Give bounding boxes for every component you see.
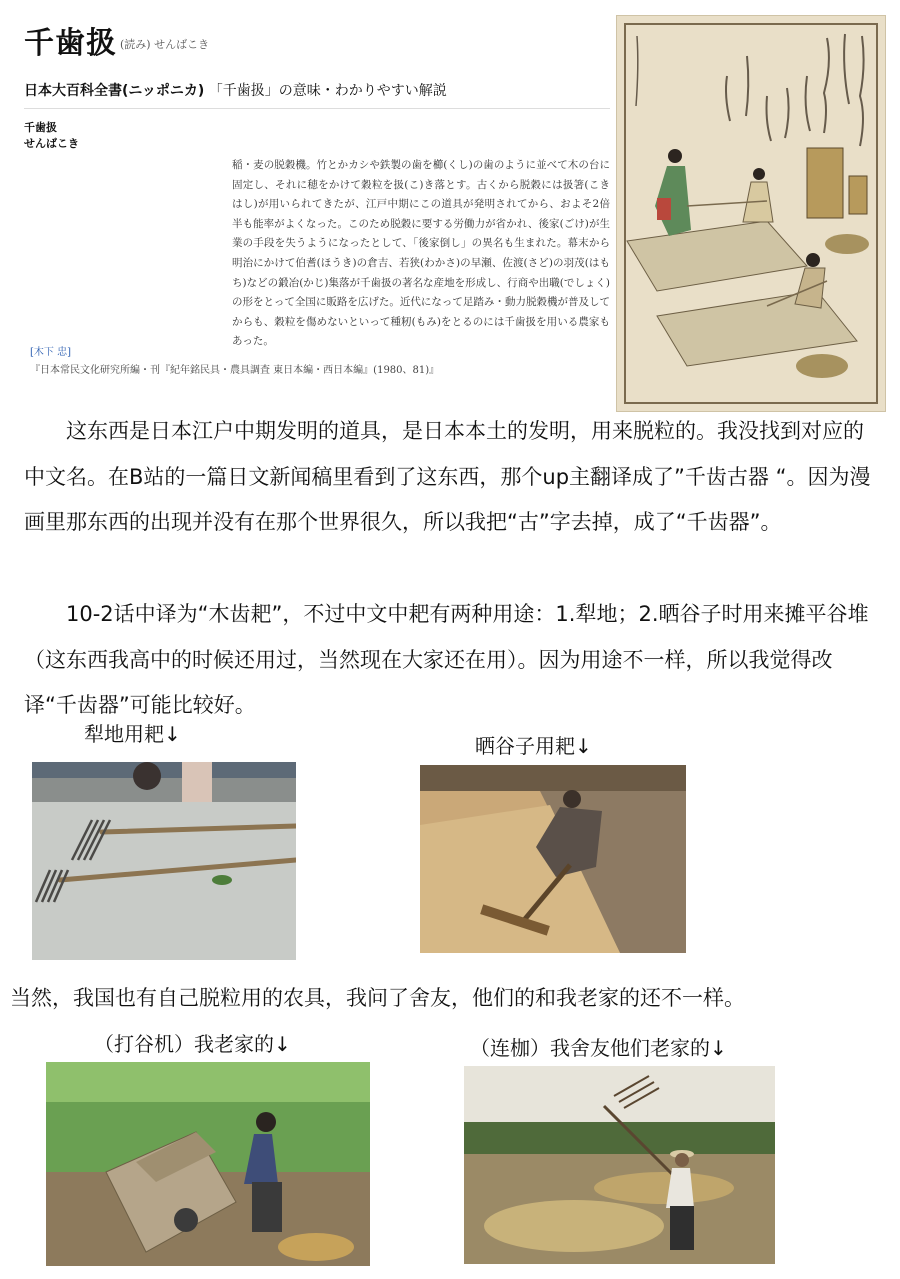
dictionary-author[interactable]: [木下 忠] xyxy=(30,347,71,358)
woodblock-illustration xyxy=(616,15,886,412)
dictionary-entry xyxy=(24,120,79,152)
dictionary-body: 稲・麦の脱穀機。竹とかカシや鉄製の歯を櫛(くし)の歯のように並べて木の台に固定し、それに穂をかけて穀粒を扱(こ)き落とす。古くから脱穀には扱箸(こきはし)が用いられてきたが、江戸中期にこの道具が発明されてから、およそ2倍半も能率がよくなった。このため脱穀に要する労働力が省かれ、後家(ごけ)が生業の手段を失うようになったとして、「後家倒し」の異名も生まれた。幕末から明治にかけて伯耆(ほうき)の倉吉、若狭(わかさ)の早瀬、佐渡(さど)の羽茂(はもち)などの鍛冶(かじ)集落が千歯扱の著名な産地を形成し、行商や出職(でしょく)の形をとって全国に販路を広げた。近代になって足踏み・動力脱穀機が普及してからも、穀粒を傷めないといって種籾(もみ)をとるのには千歯扱を用いる農家もあった。 xyxy=(232,159,610,348)
caption-flail: （连枷）我舍友他们老家的↓ xyxy=(470,1036,727,1060)
photo-flail-art xyxy=(464,1066,775,1264)
dictionary-source-desc: 「千歯扱」の意味・わかりやすい解説 xyxy=(208,83,447,99)
photo-flail xyxy=(464,1066,775,1264)
photo-plow-rakes xyxy=(32,762,296,960)
dictionary-reading: (読み) せんばこき xyxy=(120,38,210,51)
photo-drying-grain-art xyxy=(420,765,686,953)
paragraph-translation-note: 10-2话中译为“木齿耙”，不过中文中耙有两种用途：1.犁地；2.晒谷子时用来摊平谷堆（这东西我高中的时候还用过，当然现在大家还在用）。因为用途不一样，所以我觉得改译“千齿器”可能比较好。 xyxy=(24,602,869,717)
photo-plow-rakes-art xyxy=(32,762,296,960)
dictionary-entry-kana: せんばこき xyxy=(24,137,79,150)
caption-drying-rake: 晒谷子用耙↓ xyxy=(475,734,592,758)
photo-threshing-machine xyxy=(46,1062,370,1266)
woodblock-illustration-art xyxy=(617,16,885,411)
paragraph-threshers: 当然，我国也有自己脱粒用的农具，我问了舍友，他们的和我老家的还不一样。 xyxy=(10,986,745,1010)
dictionary-headword: 千歯扱 xyxy=(24,26,117,61)
dictionary-source-title: 日本大百科全書(ニッポニカ) xyxy=(24,83,205,99)
photo-drying-grain xyxy=(420,765,686,953)
photo-threshing-machine-art xyxy=(46,1062,370,1266)
dictionary-entry-kanji: 千歯扱 xyxy=(24,121,57,134)
caption-threshing-machine: （打谷机）我老家的↓ xyxy=(94,1032,291,1056)
divider xyxy=(24,108,610,109)
dictionary-source xyxy=(24,80,447,100)
paragraph-intro: 这东西是日本江户中期发明的道具，是日本本土的发明，用来脱粒的。我没找到对应的中文名。在B站的一篇日文新闻稿里看到了这东西，那个up主翻译成了”千齿古器 “。因为漫画里那东西的出现并没有在那个世界很久，所以我把“古”字去掉，成了“千齿器”。 xyxy=(24,419,871,534)
dictionary-reference: 『日本常民文化研究所編・刊『紀年銘民具・農具調査 東日本編・西日本編』(1980、81)』 xyxy=(30,365,440,376)
caption-plow-rake: 犁地用耙↓ xyxy=(84,722,181,746)
